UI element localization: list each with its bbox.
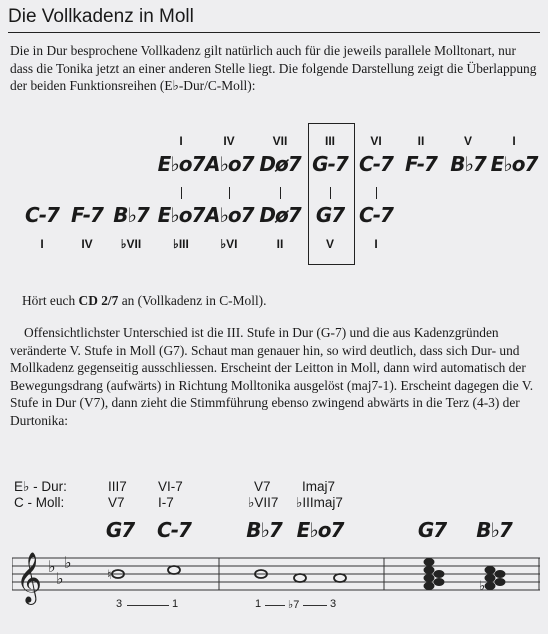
ex-chord-2: C-7 xyxy=(157,518,191,542)
bottom-function-6: V xyxy=(325,237,334,251)
fingering-3: 1 xyxy=(255,598,262,610)
intro-paragraph: Die in Dur besprochene Vollkadenz gilt natürlich auch für die jeweils parallele Molltonart, nur dass die Tonika jetzt an einer anderen Stelle liegt. Die folgende Darstellung zeigt die Überlappung der beiden Funktionsreihen (E♭-Dur/C-Moll): xyxy=(10,43,537,94)
connector-line xyxy=(376,187,377,199)
dur-3: V7 xyxy=(254,479,271,494)
bottom-function-0: I xyxy=(40,237,44,251)
ex-chord-3: B♭7 xyxy=(246,518,282,542)
ex-chord-4: E♭o7 xyxy=(296,518,344,542)
top-function-1: IV xyxy=(223,134,235,148)
dur-4: Imaj7 xyxy=(302,479,336,494)
top-chord-7: E♭o7 xyxy=(490,152,538,176)
fingering-dash-2 xyxy=(265,605,285,606)
bottom-function-5: II xyxy=(276,237,284,251)
bottom-function-4: ♭VI xyxy=(220,237,238,251)
connector-line xyxy=(229,187,230,199)
bottom-function-2: ♭VII xyxy=(120,237,142,251)
ex-chord-5: G7 xyxy=(417,518,447,542)
top-function-6: V xyxy=(463,134,472,148)
top-chord-6: B♭7 xyxy=(450,152,486,176)
bottom-chord-7: C-7 xyxy=(359,203,393,227)
bottom-chord-3: E♭o7 xyxy=(157,203,205,227)
connector-line xyxy=(330,187,331,199)
top-chord-1: A♭o7 xyxy=(205,152,254,176)
listen-line xyxy=(22,292,548,310)
label-moll: C - Moll: xyxy=(14,495,65,510)
fingering-dash-3 xyxy=(303,605,327,606)
connector-line xyxy=(280,187,281,199)
bottom-chord-0: C-7 xyxy=(25,203,59,227)
fingering-1: 3 xyxy=(116,598,123,610)
moll-1: V7 xyxy=(108,495,125,510)
label-dur: E♭ - Dur: xyxy=(14,479,67,494)
listen-prefix: Hört euch xyxy=(22,293,79,308)
bottom-function-1: IV xyxy=(81,237,93,251)
fingering-4: ♭7 xyxy=(288,599,300,611)
top-function-3: III xyxy=(324,134,335,148)
top-chord-3: G-7 xyxy=(312,152,348,176)
music-staff xyxy=(12,548,540,612)
moll-4: ♭IIImaj7 xyxy=(296,495,343,510)
svg-text:♭: ♭ xyxy=(64,553,72,572)
fingering-2: 1 xyxy=(172,598,179,610)
top-function-7: I xyxy=(512,134,516,148)
top-chord-5: F-7 xyxy=(405,152,437,176)
dur-2: VI-7 xyxy=(158,479,183,494)
ex-chord-1: G7 xyxy=(105,518,135,542)
top-function-4: VI xyxy=(370,134,382,148)
top-chord-4: C-7 xyxy=(359,152,393,176)
top-chord-2: Dø7 xyxy=(259,152,301,176)
top-function-2: VII xyxy=(272,134,288,148)
fingering-5: 3 xyxy=(330,598,337,610)
title-rule xyxy=(8,32,540,33)
moll-3: ♭VII7 xyxy=(248,495,279,510)
treble-clef-icon: 𝄞 xyxy=(16,552,43,603)
moll-2: I-7 xyxy=(158,495,174,510)
chord-stack-2 xyxy=(485,566,506,590)
top-function-0: I xyxy=(179,134,183,148)
bottom-function-7: I xyxy=(374,237,378,251)
svg-text:♭: ♭ xyxy=(479,579,486,594)
bottom-function-3: ♭III xyxy=(173,237,189,251)
cd-reference: CD 2/7 xyxy=(78,293,119,308)
bottom-chord-1: F-7 xyxy=(71,203,103,227)
fingering-dash-1 xyxy=(127,605,169,606)
top-function-5: II xyxy=(417,134,425,148)
connector-line xyxy=(181,187,182,199)
listen-suffix: an (Vollkadenz in C-Moll). xyxy=(118,293,267,308)
bottom-chord-6: G7 xyxy=(315,203,345,227)
ex-chord-6: B♭7 xyxy=(476,518,512,542)
top-chord-0: E♭o7 xyxy=(157,152,205,176)
page-title: Die Vollkadenz in Moll xyxy=(8,6,194,27)
dur-1: III7 xyxy=(108,479,127,494)
bottom-chord-5: Dø7 xyxy=(259,203,301,227)
svg-text:♭: ♭ xyxy=(48,557,56,576)
svg-text:♮: ♮ xyxy=(107,568,112,583)
svg-text:♭: ♭ xyxy=(56,569,64,588)
bottom-chord-2: B♭7 xyxy=(113,203,149,227)
explanation-paragraph: Offensichtlichster Unterschied ist die III. Stufe in Dur (G-7) und die aus Kadenzgründen veränderte V. Stufe in Moll (G7). Schaut man genauer hin, so wird deutlich, dass sich Dur- und Mollkadenz gegenseitig ausschliessen. Erscheint der Leitton in Moll, dann wird automatisch der Bewegungsdrang (aufwärts) in Richtung Molltonika ausgelöst (maj7-1). Erscheint dagegen die V. Stufe in Dur (V7), dann zieht die Stimmführung ebenso zwingend abwärts in die Terz (4-3) der Durtonika: xyxy=(10,325,534,428)
bottom-chord-4: A♭o7 xyxy=(205,203,254,227)
